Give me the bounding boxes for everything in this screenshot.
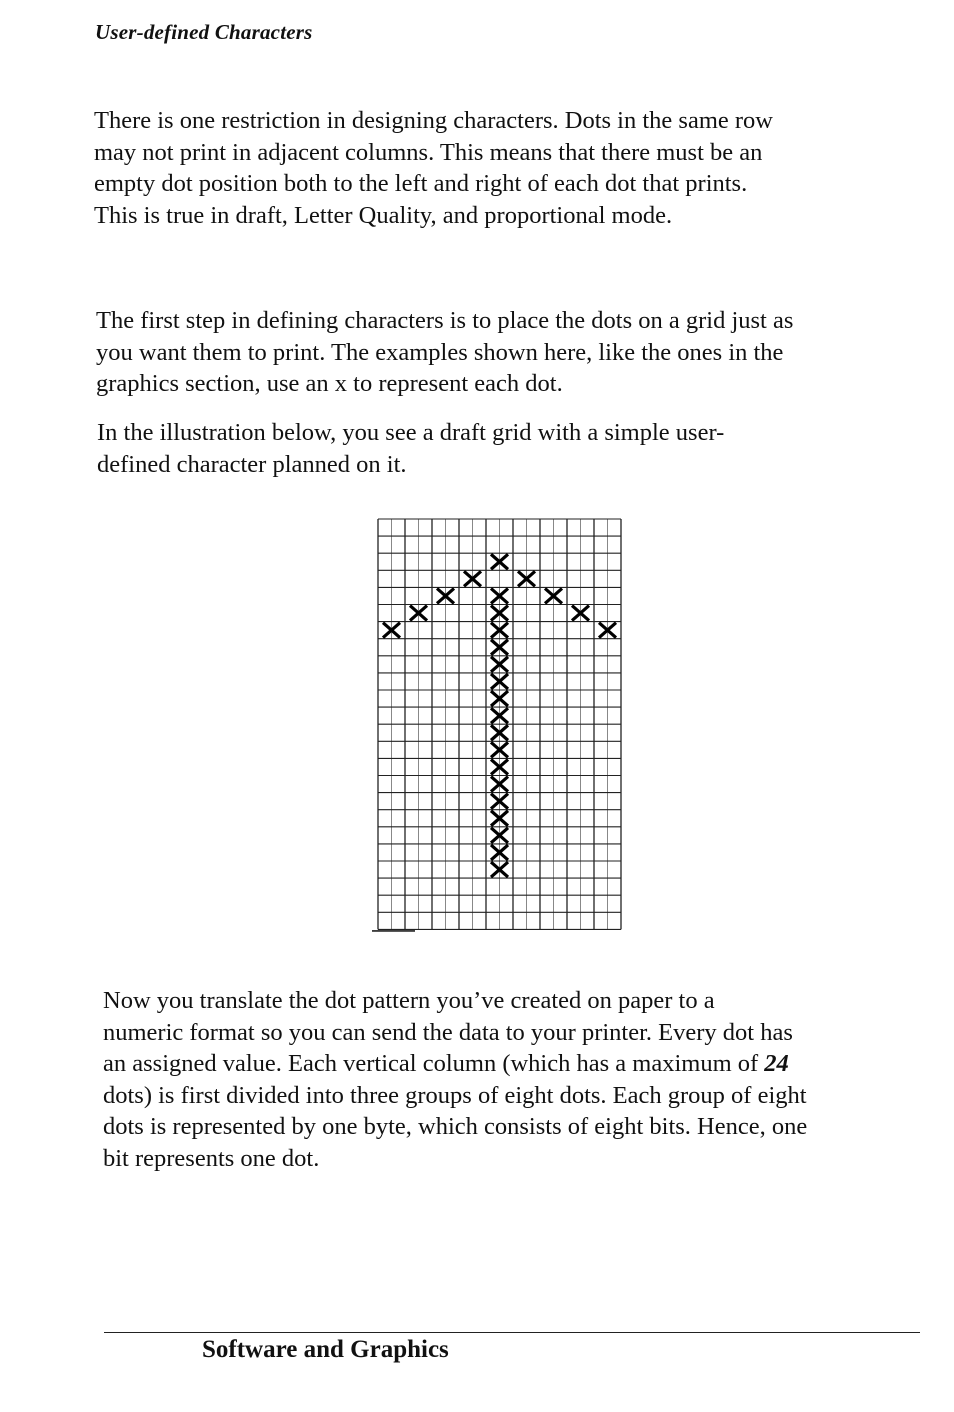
paragraph-line: defined character planned on it. [97, 450, 407, 478]
max-dots-number: 24 [764, 1050, 789, 1077]
paragraph-line: dots is represented by one byte, which consists of eight bits. Hence, one [103, 1113, 808, 1140]
paragraph-line: numeric format so you can send the data to your printer. Every dot has [103, 1018, 793, 1046]
paragraph-line: bit represents one dot. [103, 1144, 320, 1172]
paragraph-line [103, 1048, 923, 1080]
paragraph-line: The first step in defining characters is to place the dots on a grid just as [96, 307, 794, 334]
restriction-paragraph [94, 105, 894, 231]
paragraph-line: In the illustration below, you see a draft grid with a simple user- [97, 419, 725, 446]
translate-paragraph [103, 985, 923, 1174]
paragraph-line: empty dot position both to the left and right of each dot that prints. [94, 170, 748, 197]
illustration-paragraph [97, 417, 857, 480]
paragraph-line: graphics section, use an x to represent each dot. [96, 370, 563, 397]
draft-dot-grid-figure [372, 515, 624, 940]
paragraph-line: Now you translate the dot pattern you’ve created on paper to a [103, 987, 715, 1014]
paragraph-line: you want them to print. The examples shown here, like the ones in the [96, 338, 784, 366]
paragraph-line: This is true in draft, Letter Quality, and proportional mode. [94, 201, 673, 229]
running-head: User-defined Characters [95, 20, 313, 44]
grid-lines [372, 519, 621, 931]
paragraph-line: There is one restriction in designing characters. Dots in the same row [94, 107, 773, 134]
paragraph-text: an assigned value. Each vertical column (which has a maximum of [103, 1050, 765, 1077]
first-step-paragraph [96, 305, 906, 400]
footer-section-title: Software and Graphics [202, 1336, 449, 1363]
paragraph-line: may not print in adjacent columns. This means that there must be an [94, 138, 763, 166]
paragraph-line: dots) is first divided into three groups of eight dots. Each group of eight [103, 1081, 807, 1109]
footer-rule [104, 1332, 920, 1333]
